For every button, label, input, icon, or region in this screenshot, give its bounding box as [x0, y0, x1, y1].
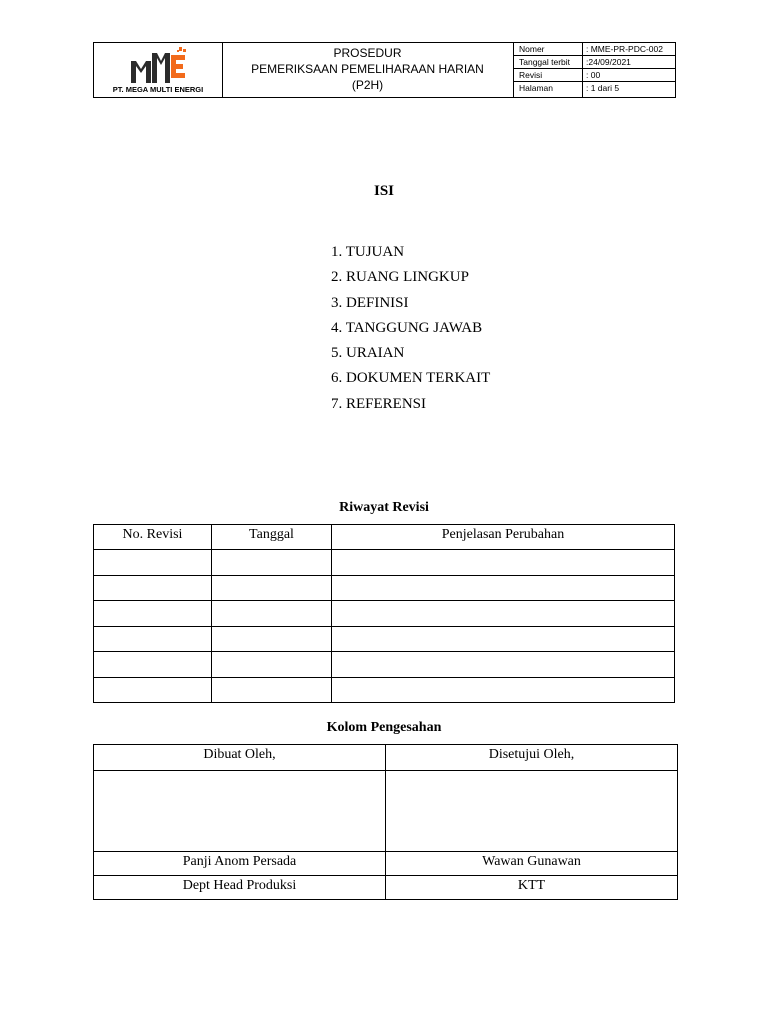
table-row	[94, 677, 675, 703]
table-header-row	[94, 525, 675, 550]
table-cell	[212, 677, 332, 703]
table-cell	[332, 550, 675, 576]
table-cell	[94, 601, 212, 627]
revision-history-table	[93, 524, 675, 703]
table-row	[94, 550, 675, 576]
document-title	[222, 43, 514, 97]
meta-value: : MME-PR-PDC-002	[586, 44, 663, 54]
table-cell	[332, 626, 675, 652]
table-row	[94, 601, 675, 627]
creator-name: Panji Anom Persada	[94, 852, 386, 876]
created-by-header: Dibuat Oleh,	[94, 745, 386, 771]
table-row	[94, 652, 675, 678]
signature-area-creator	[94, 771, 386, 852]
toc-item: 7. REFERENSI	[331, 395, 427, 412]
table-cell	[94, 550, 212, 576]
approved-by-header: Disetujui Oleh,	[386, 745, 678, 771]
column-header: Tanggal	[212, 525, 332, 550]
table-cell	[332, 652, 675, 678]
table-cell	[212, 652, 332, 678]
approval-header-row	[94, 745, 678, 771]
toc-item: 6. DOKUMEN TERKAIT	[331, 370, 491, 387]
meta-row-page	[514, 82, 675, 95]
approval-table	[93, 744, 678, 900]
meta-label: Revisi	[519, 70, 543, 80]
meta-value: : 00	[586, 70, 601, 80]
table-cell	[212, 626, 332, 652]
company-name: PT. MEGA MULTI ENERGI	[112, 85, 204, 94]
table-of-contents	[331, 243, 490, 420]
table-cell	[212, 575, 332, 601]
title-line-2: PEMERIKSAAN PEMELIHARAAN HARIAN	[251, 62, 484, 76]
toc-item: 2. RUANG LINGKUP	[331, 269, 469, 286]
table-row	[94, 626, 675, 652]
meta-label: Halaman	[519, 83, 554, 93]
table-cell	[212, 550, 332, 576]
revision-history-title: Riwayat Revisi	[339, 500, 429, 515]
title-line-3: (P2H)	[351, 78, 384, 92]
logo-cell	[94, 43, 223, 97]
meta-value: :24/09/2021	[586, 57, 631, 67]
document-meta	[514, 43, 675, 97]
approval-title: Kolom Pengesahan	[326, 720, 442, 735]
table-cell	[94, 575, 212, 601]
approver-name: Wawan Gunawan	[386, 852, 678, 876]
toc-item: 5. URAIAN	[331, 345, 405, 362]
meta-label: Tanggal terbit	[519, 57, 571, 67]
meta-divider	[582, 43, 583, 97]
name-row	[94, 852, 678, 876]
contents-title: ISI	[373, 183, 395, 199]
document-header	[93, 42, 676, 98]
signature-area-approver	[386, 771, 678, 852]
table-cell	[332, 677, 675, 703]
column-header: Penjelasan Perubahan	[332, 525, 675, 550]
toc-item: 1. TUJUAN	[331, 244, 405, 260]
column-header: No. Revisi	[94, 525, 212, 550]
meta-value: : 1 dari 5	[586, 83, 620, 93]
title-line-1: PROSEDUR	[333, 46, 402, 60]
table-cell	[332, 575, 675, 601]
signature-row	[94, 771, 678, 852]
position-row	[94, 876, 678, 900]
table-cell	[94, 626, 212, 652]
toc-item: 3. DEFINISI	[331, 294, 409, 311]
approver-position: KTT	[386, 876, 678, 900]
toc-item: 4. TANGGUNG JAWAB	[331, 319, 483, 336]
meta-row-revision	[514, 69, 675, 82]
meta-row-issue-date	[514, 56, 675, 69]
table-cell	[94, 677, 212, 703]
table-cell	[94, 652, 212, 678]
meta-label: Nomer	[519, 44, 545, 54]
table-row	[94, 575, 675, 601]
creator-position: Dept Head Produksi	[94, 876, 386, 900]
table-cell	[332, 601, 675, 627]
table-cell	[212, 601, 332, 627]
meta-row-number	[514, 43, 675, 56]
